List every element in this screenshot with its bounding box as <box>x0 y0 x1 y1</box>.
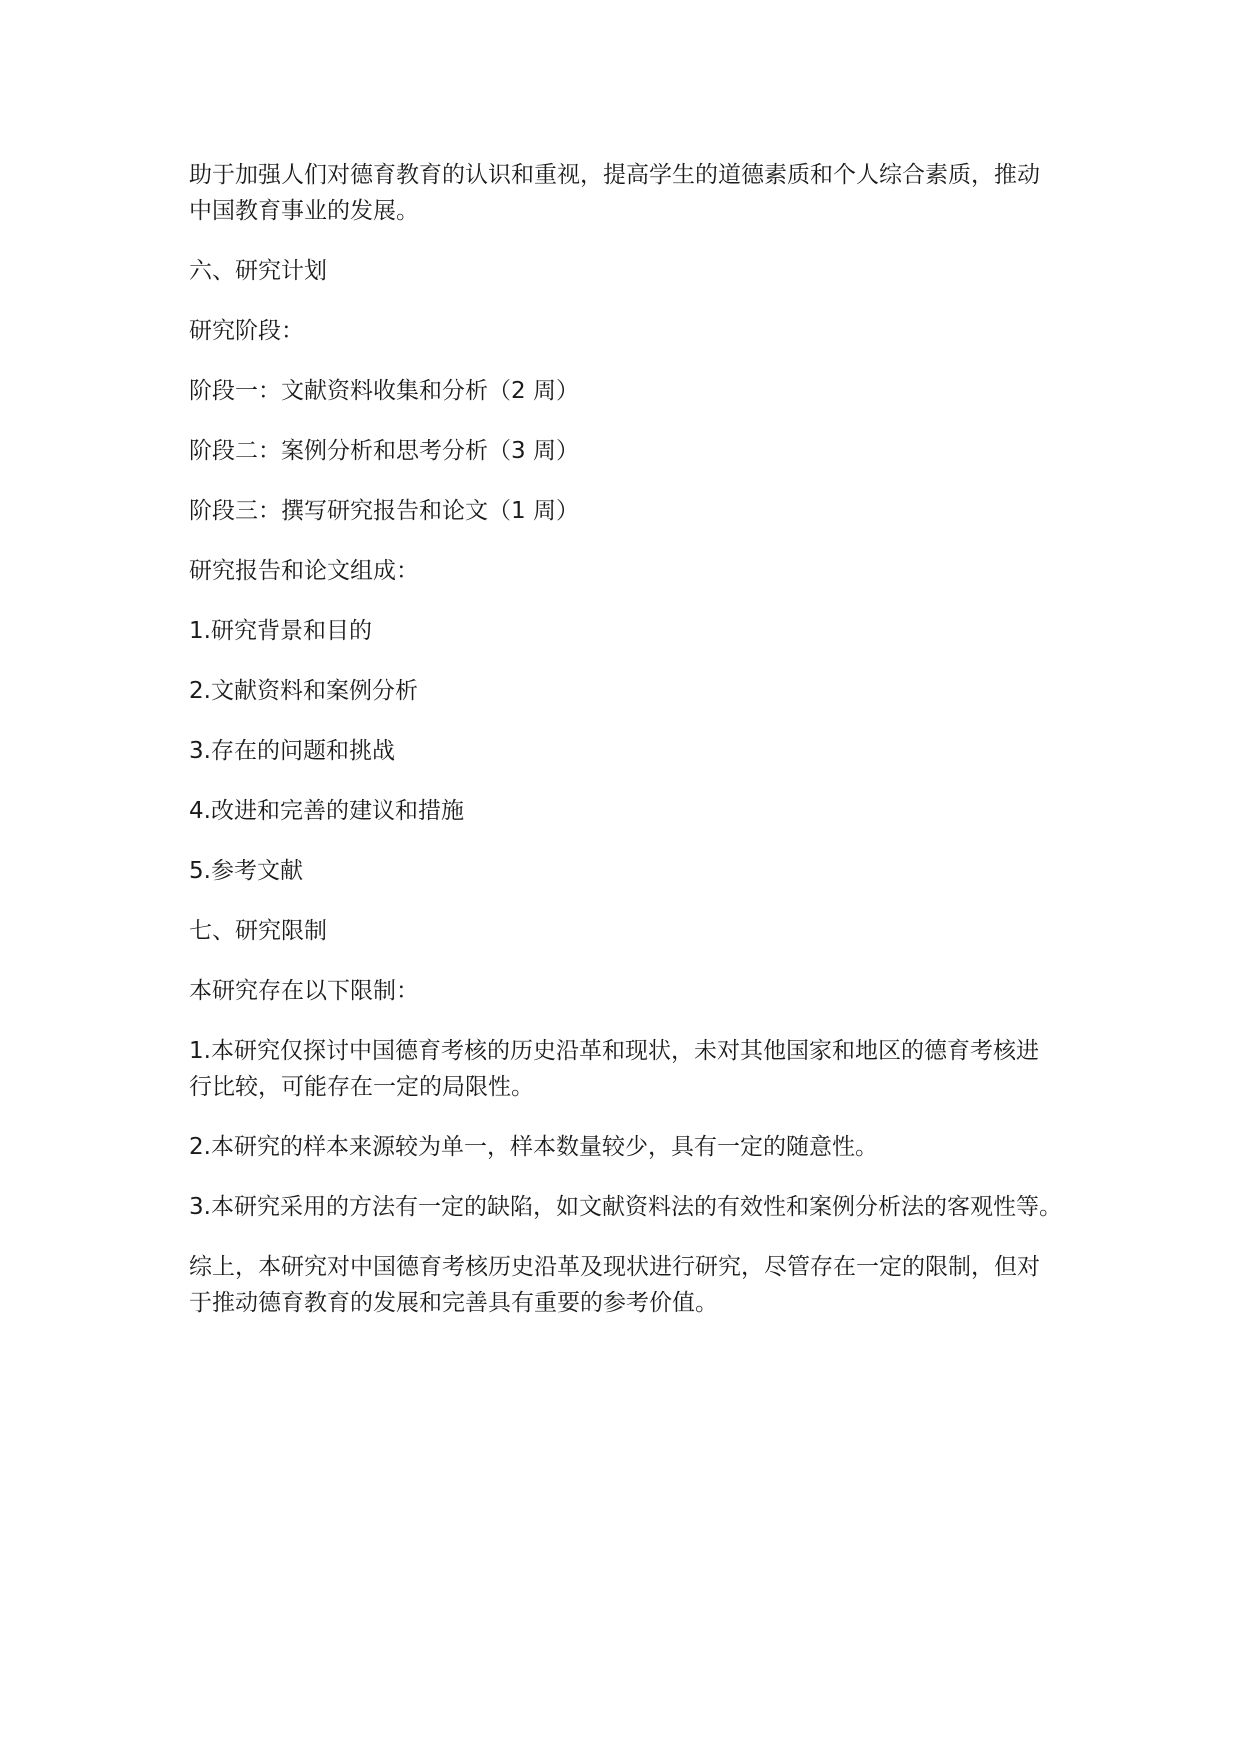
text-line: 中国教育事业的发展。 <box>189 198 419 224</box>
paragraph-conclusion-of-significance <box>189 157 1089 229</box>
text-line: 于推动德育教育的发展和完善具有重要的参考价值。 <box>189 1290 718 1316</box>
paragraph-research-stages-label <box>189 313 1089 349</box>
text-line: 行比较，可能存在一定的局限性。 <box>189 1074 534 1100</box>
list-item-report-1 <box>189 613 1089 649</box>
text-line: 4.改进和完善的建议和措施 <box>189 798 464 824</box>
text-line: 2.文献资料和案例分析 <box>189 678 418 704</box>
text-line: 研究阶段： <box>189 318 304 344</box>
paragraph-summary <box>189 1249 1089 1321</box>
text-line: 5.参考文献 <box>189 858 303 884</box>
text-line: 3.本研究采用的方法有一定的缺陷，如文献资料法的有效性和案例分析法的客观性等。 <box>189 1194 1062 1220</box>
paragraph-stage-two <box>189 433 1089 469</box>
paragraph-report-composition-label <box>189 553 1089 589</box>
text-line: 综上，本研究对中国德育考核历史沿革及现状进行研究，尽管存在一定的限制，但对 <box>189 1254 1040 1280</box>
text-line: 3.存在的问题和挑战 <box>189 738 395 764</box>
list-item-report-5 <box>189 853 1089 889</box>
text-line: 七、研究限制 <box>189 918 327 944</box>
text-line: 阶段一：文献资料收集和分析（2 周） <box>189 378 579 404</box>
section-heading-research-limitations <box>189 913 1089 949</box>
section-heading-research-plan <box>189 253 1089 289</box>
text-line: 本研究存在以下限制： <box>189 978 419 1004</box>
text-line: 2.本研究的样本来源较为单一，样本数量较少，具有一定的随意性。 <box>189 1134 878 1160</box>
list-item-report-3 <box>189 733 1089 769</box>
list-item-report-4 <box>189 793 1089 829</box>
document-body <box>189 157 1089 1345</box>
text-line: 阶段二：案例分析和思考分析（3 周） <box>189 438 579 464</box>
text-line: 1.研究背景和目的 <box>189 618 372 644</box>
text-line: 1.本研究仅探讨中国德育考核的历史沿革和现状，未对其他国家和地区的德育考核进 <box>189 1038 1039 1064</box>
text-line: 助于加强人们对德育教育的认识和重视，提高学生的道德素质和个人综合素质，推动 <box>189 162 1040 188</box>
text-line: 研究报告和论文组成： <box>189 558 419 584</box>
paragraph-limitations-intro <box>189 973 1089 1009</box>
paragraph-stage-three <box>189 493 1089 529</box>
list-item-limitation-2 <box>189 1129 1089 1165</box>
paragraph-stage-one <box>189 373 1089 409</box>
text-line: 阶段三：撰写研究报告和论文（1 周） <box>189 498 579 524</box>
text-line: 六、研究计划 <box>189 258 327 284</box>
list-item-report-2 <box>189 673 1089 709</box>
list-item-limitation-3 <box>189 1189 1089 1225</box>
list-item-limitation-1 <box>189 1033 1089 1105</box>
